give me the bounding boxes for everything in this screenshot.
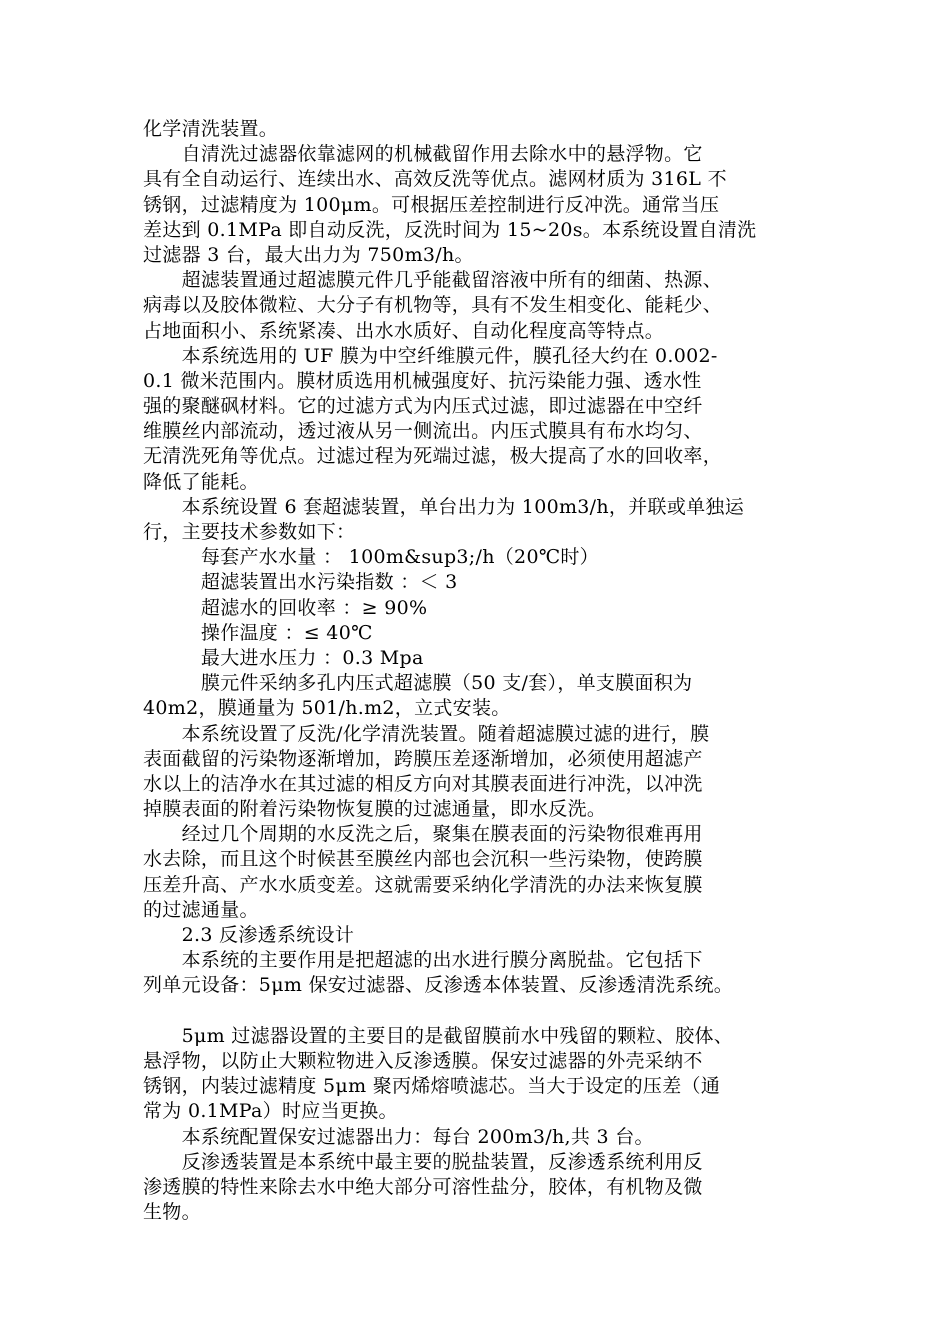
text-line: 强的聚醚砜材料。它的过滤方式为内压式过滤，即过滤器在中空纤 — [143, 395, 703, 418]
blank-line — [143, 999, 823, 1024]
text-line: 本系统设置 6 套超滤装置，单台出力为 100m3/h，并联或单独运 — [143, 495, 745, 518]
text-line: 掉膜表面的附着污染物恢复膜的过滤通量，即水反洗。 — [143, 798, 607, 821]
param-line: 操作温度 ：≤ 40℃ — [143, 621, 373, 644]
text-line: 锈钢，过滤精度为 100μm。可根据压差控制进行反冲洗。通常当压 — [143, 193, 720, 216]
text-line: 压差升高、产水水质变差。这就需要采纳化学清洗的办法来恢复膜 — [143, 873, 703, 896]
text-line: 化学清洗装置。 — [143, 118, 279, 140]
text-line: 差达到 0.1MPa 即自动反洗，反洗时间为 15~20s。本系统设置自清洗 — [143, 218, 757, 241]
text-line: 0.1 微米范围内。膜材质选用机械强度好、抗污染能力强、透水性 — [143, 369, 702, 392]
text-line: 本系统的主要作用是把超滤的出水进行膜分离脱盐。它包括下 — [143, 949, 703, 972]
text-line: 常为 0.1MPa）时应当更换。 — [143, 1100, 398, 1123]
text-line: 渗透膜的特性来除去水中绝大部分可溶性盐分，胶体，有机物及微 — [143, 1175, 703, 1198]
text-line: 列单元设备：5μm 保安过滤器、反渗透本体装置、反渗透清洗系统。 — [143, 974, 734, 997]
text-line: 5μm 过滤器设置的主要目的是截留膜前水中残留的颗粒、胶体、 — [143, 1024, 734, 1047]
text-line: 本系统配置保安过滤器出力：每台 200m3/h,共 3 台。 — [143, 1125, 654, 1148]
text-line: 悬浮物，以防止大颗粒物进入反渗透膜。保安过滤器的外壳采纳不 — [143, 1049, 703, 1072]
text-line: 自清洗过滤器依靠滤网的机械截留作用去除水中的悬浮物。它 — [143, 143, 703, 166]
text-line: 表面截留的污染物逐渐增加，跨膜压差逐渐增加，必须使用超滤产 — [143, 747, 703, 770]
text-line: 维膜丝内部流动，透过液从另一侧流出。内压式膜具有布水均匀、 — [143, 420, 703, 443]
text-line: 本系统选用的 UF 膜为中空纤维膜元件，膜孔径大约在 0.002- — [143, 344, 718, 367]
text-line: 降低了能耗。 — [143, 470, 259, 493]
text-line: 无清洗死角等优点。过滤过程为死端过滤，极大提高了水的回收率， — [143, 445, 723, 468]
text-line: 经过几个周期的水反洗之后，聚集在膜表面的污染物很难再用 — [143, 823, 703, 846]
text-line: 占地面积小、系统紧凑、出水水质好、自动化程度高等特点。 — [143, 319, 665, 342]
text-line: 本系统设置了反洗/化学清洗装置。随着超滤膜过滤的进行，膜 — [143, 722, 710, 745]
param-line: 每套产水水量 ： 100m&sup3;/h（20℃时） — [143, 546, 599, 569]
text-line: 行，主要技术参数如下： — [143, 521, 356, 543]
text-line: 水以上的洁净水在其过滤的相反方向对其膜表面进行冲洗，以冲洗 — [143, 772, 703, 795]
text-line: 过滤器 3 台，最大出力为 750m3/h。 — [143, 243, 474, 266]
text-line: 的过滤通量。 — [143, 898, 259, 921]
text-line: 锈钢，内装过滤精度 5μm 聚丙烯熔喷滤芯。当大于设定的压差（通 — [143, 1075, 721, 1098]
param-line: 超滤装置出水污染指数 ：＜ 3 — [143, 571, 458, 594]
text-line: 膜元件采纳多孔内压式超滤膜（50 支/套），单支膜面积为 — [143, 672, 693, 695]
document-page — [143, 117, 823, 1225]
text-line: 40m2，膜通量为 501/h.m2，立式安装。 — [143, 697, 511, 720]
text-line: 具有全自动运行、连续出水、高效反洗等优点。滤网材质为 316L 不 — [143, 168, 727, 191]
section-heading: 2.3 反渗透系统设计 — [143, 924, 355, 946]
text-line: 反渗透装置是本系统中最主要的脱盐装置，反渗透系统利用反 — [143, 1150, 703, 1173]
text-line: 生物。 — [143, 1201, 201, 1224]
text-line: 水去除，而且这个时候甚至膜丝内部也会沉积一些污染物，使跨膜 — [143, 848, 703, 871]
param-line: 最大进水压力 ：0.3 Mpa — [143, 646, 424, 669]
param-line: 超滤水的回收率 ：≥ 90% — [143, 596, 428, 619]
text-line: 病毒以及胶体微粒、大分子有机物等，具有不发生相变化、能耗少、 — [143, 294, 723, 317]
text-line: 超滤装置通过超滤膜元件几乎能截留溶液中所有的细菌、热源、 — [143, 269, 723, 292]
